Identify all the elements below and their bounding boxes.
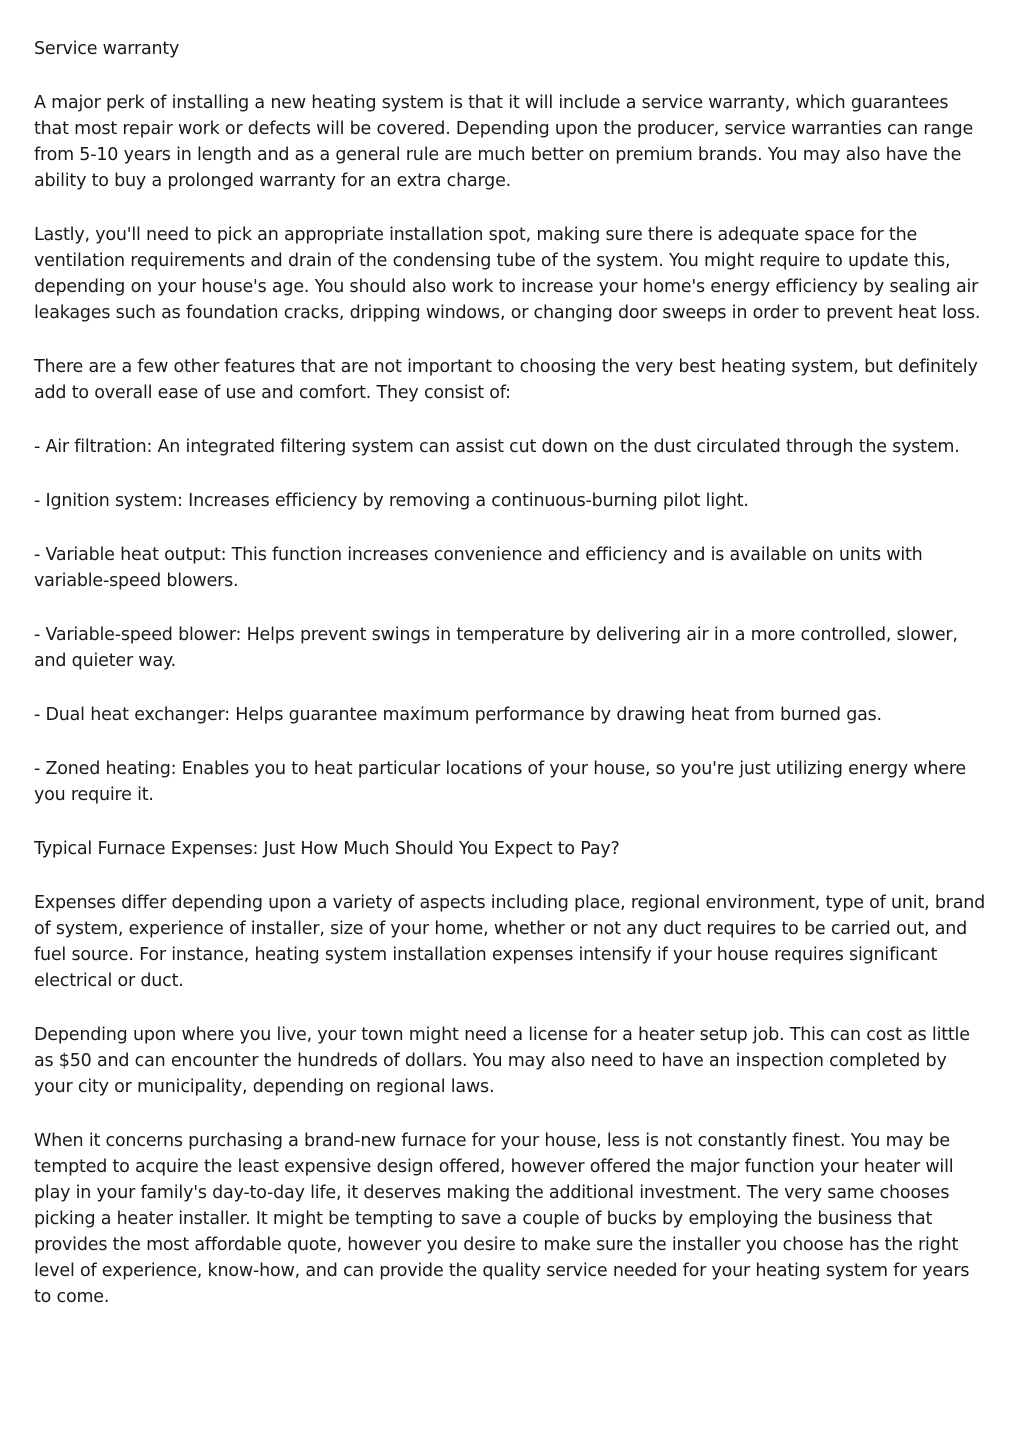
list-item-variable-speed-blower: - Variable-speed blower: Helps prevent swings in temperature by delivering air in a more controlled, slower, and quieter way.	[34, 625, 958, 671]
list-item-air-filtration: - Air filtration: An integrated filtering system can assist cut down on the dust circulated through the system.	[34, 437, 960, 457]
section-heading-furnace-expenses: Typical Furnace Expenses: Just How Much Should You Expect to Pay?	[34, 839, 620, 859]
paragraph-other-features: There are a few other features that are not important to choosing the very best heating system, but definitely add to overall ease of use and comfort. They consist of:	[34, 357, 978, 403]
paragraph-purchasing-advice: When it concerns purchasing a brand-new furnace for your house, less is not constantly finest. You may be tempted to acquire the least expensive design offered, however offered the major function your heater will play in your family's day-to-day life, it deserves making the additional investment. The very same chooses picking a heater installer. It might be tempting to save a couple of bucks by employing the business that provides the most affordable quote, however you desire to make sure the installer you choose has the right level of experience, know-how, and can provide the quality service needed for your heating system for years to come.	[34, 1131, 970, 1307]
paragraph-service-warranty: A major perk of installing a new heating system is that it will include a service warranty, which guarantees that most repair work or defects will be covered. Depending upon the producer, service warranties can range from 5-10 years in length and as a general rule are much better on premium brands. You may also have the ability to buy a prolonged warranty for an extra charge.	[34, 93, 974, 191]
list-item-zoned-heating: - Zoned heating: Enables you to heat particular locations of your house, so you're just utilizing energy where you require it.	[34, 759, 966, 805]
paragraph-installation-spot: Lastly, you'll need to pick an appropriate installation spot, making sure there is adequate space for the ventilation requirements and drain of the condensing tube of the system. You might require to update this, depending on your house's age. You should also work to increase your home's energy efficiency by sealing air leakages such as foundation cracks, dripping windows, or changing door sweeps in order to prevent heat loss.	[34, 225, 981, 323]
list-item-ignition-system: - Ignition system: Increases efficiency by removing a continuous-burning pilot light.	[34, 491, 749, 511]
paragraph-expenses-differ: Expenses differ depending upon a variety of aspects including place, regional environment, type of unit, brand of system, experience of installer, size of your home, whether or not any duct requires to be carried out, and fuel source. For instance, heating system installation expenses intensify if your house requires significant electrical or duct.	[34, 893, 986, 991]
section-heading-service-warranty: Service warranty	[34, 39, 180, 59]
list-item-variable-heat-output: - Variable heat output: This function increases convenience and efficiency and is available on units with variable-speed blowers.	[34, 545, 923, 591]
paragraph-license: Depending upon where you live, your town might need a license for a heater setup job. This can cost as little as $50 and can encounter the hundreds of dollars. You may also need to have an inspection completed by your city or municipality, depending on regional laws.	[34, 1025, 970, 1097]
list-item-dual-heat-exchanger: - Dual heat exchanger: Helps guarantee maximum performance by drawing heat from burned gas.	[34, 705, 882, 725]
document-page	[34, 36, 986, 1338]
